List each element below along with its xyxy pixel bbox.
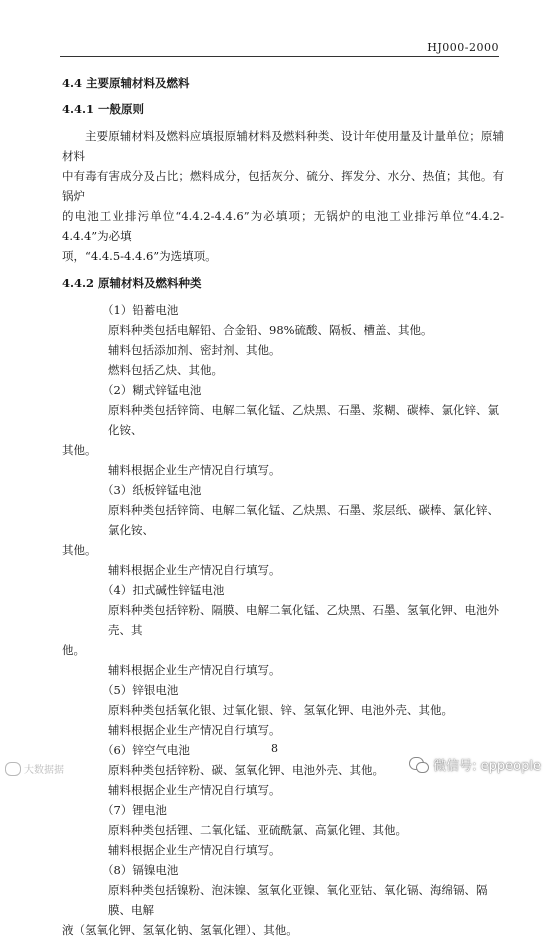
- standard-code: HJ000-2000: [427, 41, 499, 54]
- material-description-line: 辅料包括添加剂、密封剂、其他。: [108, 343, 281, 357]
- watermark-right: [409, 755, 541, 774]
- subsection-title-types: 4.4.2 原辅材料及燃料种类: [62, 276, 202, 290]
- material-description-line: 原料种类包括锌粉、碳、氢氧化钾、电池外壳、其他。: [108, 763, 384, 777]
- material-description-line: 原料种类包括锌筒、电解二氧化锰、乙炔黑、石墨、浆层纸、碳棒、氯化锌、氯化铵、: [108, 503, 499, 537]
- page-number: 8: [271, 742, 278, 755]
- watermark-left-text: 大数据据: [24, 765, 64, 776]
- material-description-line: 燃料包括乙炔、其他。: [108, 363, 223, 377]
- battery-type-label: （7）锂电池: [102, 803, 167, 817]
- battery-type-label: （8）镉镍电池: [102, 863, 179, 877]
- battery-type-label: （4）扣式碱性锌锰电池: [102, 583, 225, 597]
- paragraph-line: 的电池工业排污单位“4.4.2-4.4.6”为必填项；无锅炉的电池工业排污单位“4.4.2-4.4.4”为必填: [62, 209, 504, 243]
- battery-type-label: （6）锌空气电池: [102, 743, 190, 757]
- wechat-icon: [409, 757, 429, 773]
- paragraph-line: 主要原辅材料及燃料应填报原辅材料及燃料种类、设计年使用量及计量单位；原辅材料: [62, 129, 504, 163]
- material-description-line: 液（氢氧化钾、氢氧化钠、氢氧化锂）、其他。: [62, 923, 298, 937]
- section-title: 4.4 主要原辅材料及燃料: [62, 76, 190, 90]
- battery-type-label: （3）纸板锌锰电池: [102, 483, 202, 497]
- material-description-line: 原料种类包括锂、二氧化锰、亚硫酰氯、高氯化锂、其他。: [108, 823, 407, 837]
- watermark-right-text: 微信号: eppeople: [433, 759, 541, 774]
- material-description-line: 原料种类包括锌粉、隔膜、电解二氧化锰、乙炔黑、石墨、氢氧化钾、电池外壳、其: [108, 603, 499, 637]
- material-description-line: 原料种类包括电解铅、合金铅、98%硫酸、隔板、槽盖、其他。: [108, 323, 433, 337]
- material-description-line: 他。: [62, 643, 85, 657]
- subsection-title-general: 4.4.1 一般原则: [62, 102, 145, 116]
- battery-type-list: [62, 300, 504, 940]
- material-description-line: 辅料根据企业生产情况自行填写。: [108, 463, 281, 477]
- header-rule: [60, 56, 499, 57]
- watermark-left: [5, 761, 64, 776]
- material-description-line: 辅料根据企业生产情况自行填写。: [108, 783, 281, 797]
- material-description-line: 辅料根据企业生产情况自行填写。: [108, 723, 281, 737]
- watermark-logo-icon: [5, 762, 21, 776]
- material-description-line: 其他。: [62, 443, 97, 457]
- battery-type-label: （1）铅蓄电池: [102, 303, 179, 317]
- material-description-line: 其他。: [62, 543, 97, 557]
- material-description-line: 原料种类包括锌筒、电解二氧化锰、乙炔黑、石墨、浆糊、碳棒、氯化锌、氯化铵、: [108, 403, 499, 437]
- paragraph-line: 项，“4.4.5-4.4.6”为选填项。: [62, 249, 217, 263]
- material-description-line: 辅料根据企业生产情况自行填写。: [108, 843, 281, 857]
- document-content: [62, 70, 504, 940]
- general-principle-paragraph: [62, 126, 504, 266]
- material-description-line: 原料种类包括镍粉、泡沫镍、氢氧化亚镍、氧化亚钴、氧化镉、海绵镉、隔膜、电解: [108, 883, 488, 917]
- battery-type-label: （5）锌银电池: [102, 683, 179, 697]
- material-description-line: 辅料根据企业生产情况自行填写。: [108, 663, 281, 677]
- material-description-line: 辅料根据企业生产情况自行填写。: [108, 563, 281, 577]
- paragraph-line: 中有毒有害成分及占比；燃料成分，包括灰分、硫分、挥发分、水分、热值；其他。有锅炉: [62, 169, 504, 203]
- material-description-line: 原料种类包括氧化银、过氧化银、锌、氢氧化钾、电池外壳、其他。: [108, 703, 453, 717]
- battery-type-label: （2）糊式锌锰电池: [102, 383, 202, 397]
